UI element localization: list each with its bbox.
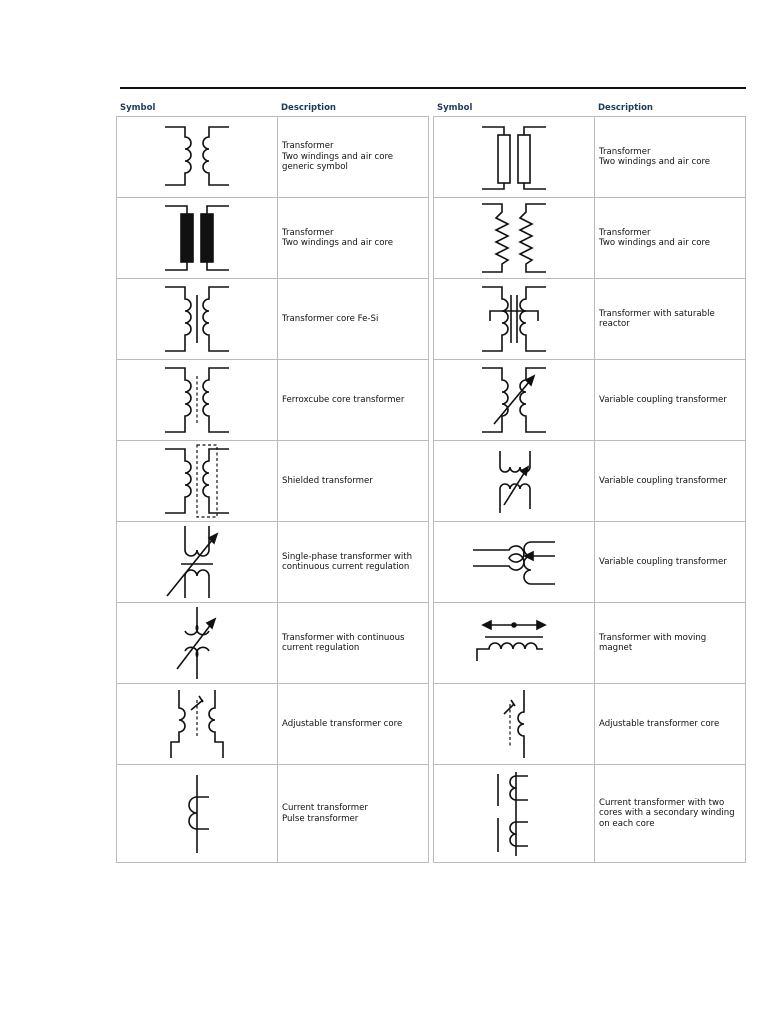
table-row	[434, 765, 746, 863]
header-symbol: Symbol	[437, 103, 473, 113]
row-description: Variable coupling transformer	[595, 441, 746, 521]
variable-coupling-transformer-icon	[434, 360, 595, 440]
table-row	[434, 441, 746, 522]
row-description: Variable coupling transformer	[595, 360, 746, 440]
top-rule	[120, 87, 746, 89]
table-row	[434, 117, 746, 198]
table-row	[117, 765, 429, 863]
table-header	[116, 103, 429, 116]
row-description: Transformer core Fe-Si	[278, 279, 429, 359]
row-description: Adjustable transformer core	[278, 684, 429, 764]
variable-coupling-transformer-small-icon	[434, 441, 595, 521]
table-row	[117, 117, 429, 198]
transformer-core-fe-si-icon	[117, 279, 278, 359]
adjustable-core-single-icon	[434, 684, 595, 764]
row-description: Transformer with moving magnet	[595, 603, 746, 683]
table-row	[117, 441, 429, 522]
row-description: Transformer Two windings and air core	[595, 117, 746, 197]
row-description: Single-phase transformer with continuous current regulation	[278, 522, 429, 602]
row-description: Current transformer with two cores with a secondary winding on each core	[595, 765, 746, 862]
row-description: Adjustable transformer core	[595, 684, 746, 764]
table-row	[117, 360, 429, 441]
variable-coupling-transformer-horizontal-icon	[434, 522, 595, 602]
row-description: Shielded transformer	[278, 441, 429, 521]
transformer-rectangular-windings-icon	[434, 117, 595, 197]
single-phase-regulated-transformer-icon	[117, 522, 278, 602]
ferroxcube-core-transformer-icon	[117, 360, 278, 440]
table-row	[434, 198, 746, 279]
header-description: Description	[281, 103, 336, 113]
row-description: Transformer with continuous current regulation	[278, 603, 429, 683]
row-description: Variable coupling transformer	[595, 522, 746, 602]
current-pulse-transformer-icon	[117, 765, 278, 862]
symbol-table-left	[116, 103, 429, 863]
header-description: Description	[598, 103, 653, 113]
table-row	[434, 684, 746, 765]
row-description: Transformer Two windings and air core	[278, 198, 429, 278]
table-row	[434, 279, 746, 360]
row-description: Transformer Two windings and air core generic symbol	[278, 117, 429, 197]
row-description: Transformer with saturable reactor	[595, 279, 746, 359]
adjustable-core-transformer-icon	[117, 684, 278, 764]
shielded-transformer-icon	[117, 441, 278, 521]
symbol-table-right	[433, 103, 746, 863]
saturable-reactor-transformer-icon	[434, 279, 595, 359]
table-row	[434, 603, 746, 684]
table-row	[117, 279, 429, 360]
table-row	[117, 198, 429, 279]
table-row	[117, 684, 429, 765]
table-header	[433, 103, 746, 116]
table-row	[117, 522, 429, 603]
table-row	[434, 522, 746, 603]
transformer-zigzag-windings-icon	[434, 198, 595, 278]
transformer-air-core-generic-icon	[117, 117, 278, 197]
row-description: Current transformer Pulse transformer	[278, 765, 429, 862]
row-description: Transformer Two windings and air core	[595, 198, 746, 278]
continuous-regulation-transformer-icon	[117, 603, 278, 683]
row-description: Ferroxcube core transformer	[278, 360, 429, 440]
moving-magnet-transformer-icon	[434, 603, 595, 683]
header-symbol: Symbol	[120, 103, 156, 113]
two-core-current-transformer-icon	[434, 765, 595, 862]
table-row	[434, 360, 746, 441]
table-row	[117, 603, 429, 684]
transformer-two-windings-bar-core-icon	[117, 198, 278, 278]
